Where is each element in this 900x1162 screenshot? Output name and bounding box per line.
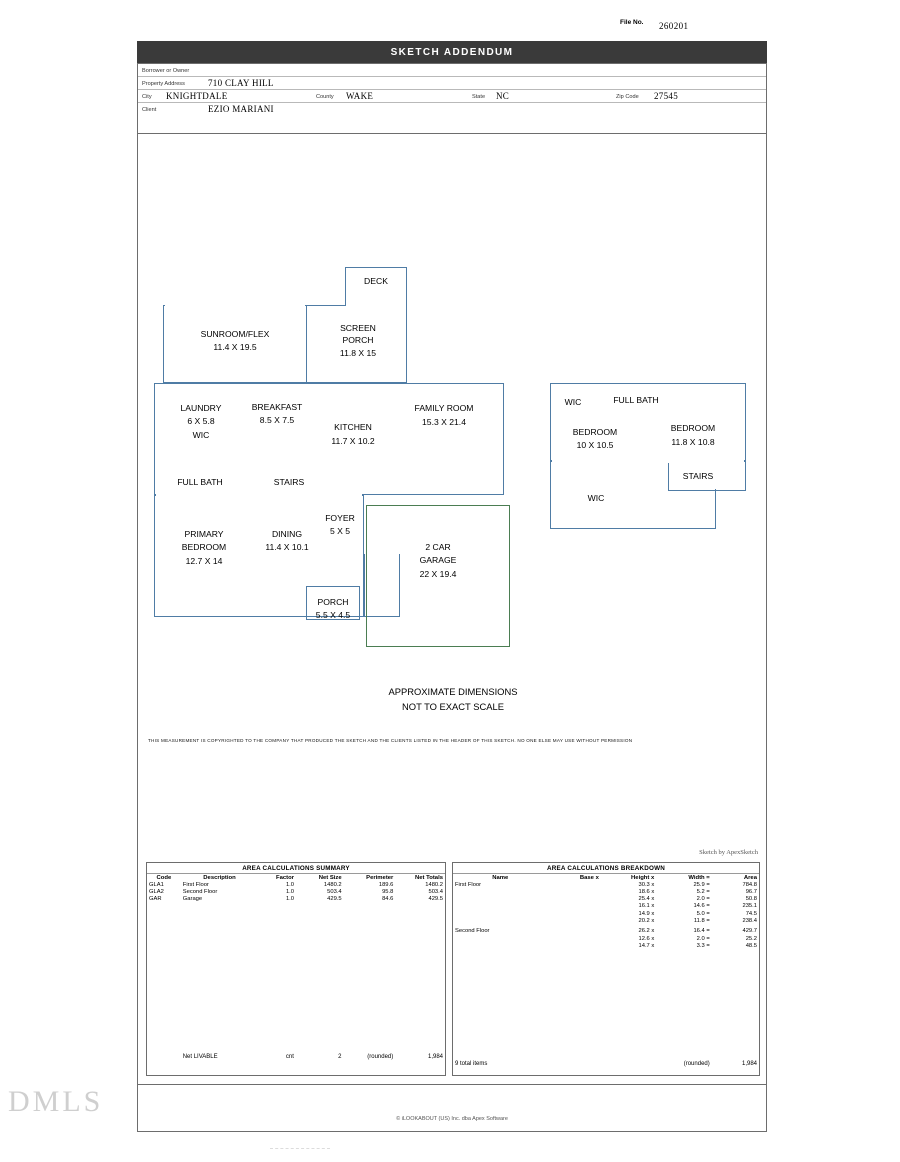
state-value: NC [496, 91, 510, 101]
label-wic-1: WIC [192, 430, 210, 440]
summary-col-perimeter: Perimeter [366, 874, 394, 881]
label-laundry-dims: 6 X 5.8 [187, 416, 215, 426]
breakdown-total-value: 1,984 [741, 1061, 757, 1068]
breakdown-cell-area: 74.5 [745, 910, 757, 917]
label-screen-porch-2: PORCH [342, 335, 374, 345]
client-label: Client [142, 106, 157, 113]
label-garage-2: GARAGE [419, 555, 457, 565]
summary-col-net-totals: Net Totals [414, 874, 443, 881]
approx-dimensions-line-2: NOT TO EXACT SCALE [402, 701, 504, 712]
breakdown-cell-base [547, 917, 600, 924]
joint-patch-2 [156, 494, 362, 497]
summary-col-code: Code [156, 874, 172, 881]
area-calculation-tables [146, 862, 760, 1076]
label-laundry: LAUNDRY [180, 403, 222, 413]
label-porch-dims: 5.5 X 4.5 [315, 610, 351, 620]
table-row [147, 888, 445, 895]
table-row [453, 924, 759, 935]
table-row [453, 881, 759, 888]
net-livable-label: Net LIVABLE [182, 1054, 218, 1061]
label-porch: PORCH [317, 597, 349, 607]
net-livable-total: 1,984 [427, 1054, 443, 1061]
breakdown-cell-width: 11.8 = [693, 917, 710, 924]
file-no-value: 260201 [659, 21, 689, 31]
borrower-label: Borrower or Owner [142, 67, 190, 74]
county-label: County [316, 93, 334, 100]
header-row-client [138, 103, 766, 116]
breakdown-cell-area: 25.2 [745, 935, 757, 942]
watermark: DMLS [8, 1085, 104, 1118]
summary-cell-net-size: 429.5 [327, 896, 342, 903]
header-fields [137, 63, 767, 133]
breakdown-cell-width: 2.0 = [696, 935, 710, 942]
page-title: SKETCH ADDENDUM [390, 46, 514, 58]
breakdown-footer-row [453, 1059, 759, 1068]
breakdown-cell-base [547, 942, 600, 949]
breakdown-cell-height: 12.6 x [638, 935, 655, 942]
divider-sunroom-screenporch [306, 306, 307, 383]
breakdown-col-width: Width = [688, 874, 710, 881]
summary-cell-net-size: 1480.2 [323, 881, 342, 888]
label-sunroom: SUNROOM/FLEX [200, 329, 270, 339]
table-row [453, 888, 759, 895]
summary-table-header-row [147, 874, 445, 881]
table-row [453, 917, 759, 924]
breakdown-cell-width: 5.2 = [696, 888, 710, 895]
zip-value: 27545 [654, 91, 678, 101]
breakdown-cell-width: 16.4 = [693, 928, 710, 935]
breakdown-cell-width: 3.3 = [696, 942, 710, 949]
label-foyer-dims: 5 X 5 [329, 526, 351, 536]
label-stairs-2: STAIRS [682, 471, 714, 481]
summary-col-description: Description [203, 874, 236, 881]
summary-cell-description: Second Floor [182, 888, 218, 895]
net-livable-rounded: (rounded) [367, 1054, 394, 1061]
breakdown-cell-area: 96.7 [745, 888, 757, 895]
summary-cell-net-size: 503.4 [327, 888, 342, 895]
breakdown-col-name: Name [492, 874, 509, 881]
label-wic-2: WIC [564, 397, 582, 407]
breakdown-cell-height: 26.2 x [638, 928, 655, 935]
table-row [147, 881, 445, 888]
summary-table-footer [147, 1052, 445, 1061]
breakdown-cell-width: 5.0 = [696, 910, 710, 917]
breakdown-cell-height: 20.2 x [638, 917, 655, 924]
summary-cell-perimeter: 95.8 [382, 888, 394, 895]
label-dining: DINING [271, 529, 303, 539]
breakdown-rounded-label: (rounded) [683, 1061, 710, 1068]
approx-dimensions-line-1: APPROXIMATE DIMENSIONS [388, 686, 518, 697]
label-full-bath-1: FULL BATH [177, 477, 223, 487]
breakdown-cell-height: 16.1 x [638, 903, 655, 910]
breakdown-cell-height: 30.3 x [638, 881, 655, 888]
breakdown-cell-area: 238.4 [742, 917, 757, 924]
summary-footer-row [147, 1052, 445, 1061]
file-no-label: File No. [620, 19, 644, 26]
breakdown-cell-height: 14.9 x [638, 910, 655, 917]
joint-patch-4 [165, 304, 305, 307]
breakdown-cell-area: 235.1 [742, 903, 757, 910]
state-label: State [472, 93, 486, 100]
breakdown-cell-base [547, 935, 600, 942]
header-row-borrower [138, 64, 766, 77]
summary-cell-description: Garage [182, 896, 203, 903]
label-primary-2: BEDROOM [181, 542, 227, 552]
breakdown-group-name: First Floor [455, 881, 482, 888]
area-calculations-breakdown-table [452, 862, 760, 1076]
breakdown-cell-base [547, 910, 600, 917]
breakdown-cell-area: 50.8 [745, 896, 757, 903]
summary-cell-code: GLA2 [149, 888, 164, 895]
breakdown-cell-width: 25.9 = [693, 881, 710, 888]
zip-label: Zip Code [616, 93, 639, 100]
apex-sketch-note: Sketch by ApexSketch [699, 849, 758, 856]
property-address-label: Property Address [142, 80, 185, 87]
label-screen-porch-dims: 11.8 X 15 [339, 348, 377, 358]
label-full-bath-2: FULL BATH [613, 395, 659, 405]
label-garage-dims: 22 X 19.4 [419, 569, 457, 579]
net-livable-count: 2 [338, 1054, 342, 1061]
label-family-room: FAMILY ROOM [414, 403, 474, 413]
label-kitchen-dims: 11.7 X 10.2 [331, 436, 375, 446]
breakdown-total-items: 9 total items [455, 1061, 488, 1068]
breakdown-cell-area: 784.8 [742, 881, 757, 888]
summary-col-net-size: Net Size [318, 874, 342, 881]
floor-plan [138, 134, 768, 1086]
city-label: City [142, 93, 152, 100]
county-value: WAKE [346, 91, 374, 101]
label-kitchen: KITCHEN [334, 422, 372, 432]
summary-cell-net-totals: 1480.2 [425, 881, 443, 888]
breakdown-col-height: Height x [631, 874, 655, 881]
page-bottom-marker [270, 1148, 330, 1149]
header-row-address [138, 77, 766, 90]
summary-cell-net-totals: 429.5 [428, 896, 443, 903]
joint-patch-5 [346, 304, 406, 307]
summary-cell-factor: 1.0 [285, 881, 294, 888]
label-deck: DECK [364, 276, 388, 286]
summary-cell-code: GLA1 [149, 881, 164, 888]
breakdown-cell-base [547, 888, 600, 895]
summary-cell-net-totals: 503.4 [428, 888, 443, 895]
breakdown-cell-area: 48.5 [745, 942, 757, 949]
breakdown-cell-base [547, 881, 600, 888]
table-row [453, 896, 759, 903]
label-wic-3: WIC [587, 493, 605, 503]
label-family-room-dims: 15.3 X 21.4 [422, 417, 466, 427]
breakdown-group-name: Second Floor [455, 928, 490, 935]
breakdown-table-footer [453, 1059, 759, 1068]
summary-cell-factor: 1.0 [285, 896, 294, 903]
measurement-copyright-note: THIS MEASUREMENT IS COPYRIGHTED TO THE COMPANY THAT PRODUCED THE SKETCH AND THE CLIENTS LISTED IN THE HEADER OF THIS SKETCH. NO ONE ELSE MAY USE WITHOUT PERMISSION [148, 738, 633, 743]
breakdown-table [453, 874, 759, 949]
label-primary-dims: 12.7 X 14 [185, 556, 223, 566]
label-dining-dims: 11.4 X 10.1 [265, 542, 309, 552]
label-bedroom-2-dims: 10 X 10.5 [576, 440, 614, 450]
breakdown-cell-base [547, 896, 600, 903]
table-row [453, 903, 759, 910]
breakdown-cell-width: 2.0 = [696, 896, 710, 903]
label-stairs-1: STAIRS [273, 477, 305, 487]
label-bedroom-3: BEDROOM [670, 423, 716, 433]
breakdown-table-header-row [453, 874, 759, 881]
sketch-addendum-sheet [137, 19, 767, 1132]
header-row-city [138, 90, 766, 103]
breakdown-cell-base [547, 924, 600, 935]
net-livable-unit: cnt [285, 1054, 294, 1061]
property-address-value: 710 CLAY HILL [208, 78, 274, 88]
breakdown-cell-height: 14.7 x [638, 942, 655, 949]
breakdown-cell-height: 25.4 x [638, 896, 655, 903]
summary-cell-perimeter: 189.6 [378, 881, 394, 888]
joint-patch-1 [156, 384, 502, 386]
table-row [453, 910, 759, 917]
label-breakfast-dims: 8.5 X 7.5 [259, 415, 295, 425]
table-row [453, 935, 759, 942]
table-row [147, 896, 445, 903]
breakdown-cell-width: 14.6 = [693, 903, 710, 910]
breakdown-col-base: Base x [579, 874, 599, 881]
summary-cell-code: GAR [149, 896, 162, 903]
breakdown-cell-base [547, 903, 600, 910]
breakdown-table-title: AREA CALCULATIONS BREAKDOWN [453, 863, 759, 874]
label-breakfast: BREAKFAST [251, 402, 303, 412]
summary-cell-factor: 1.0 [285, 888, 294, 895]
footer-copyright: © iLOOKABOUT (US) Inc. dba Apex Software [396, 1116, 508, 1122]
summary-table [147, 874, 445, 903]
summary-cell-description: First Floor [182, 881, 209, 888]
joint-patch-7 [670, 460, 744, 463]
label-screen-porch-1: SCREEN [340, 323, 376, 333]
document-title-bar [137, 41, 767, 63]
client-value: EZIO MARIANI [208, 104, 274, 114]
label-bedroom-2: BEDROOM [572, 427, 618, 437]
breakdown-cell-area: 429.7 [742, 928, 757, 935]
summary-col-factor: Factor [275, 874, 294, 881]
table-row [453, 942, 759, 949]
area-calculations-summary-table [146, 862, 446, 1076]
label-garage-1: 2 CAR [425, 542, 451, 552]
label-foyer: FOYER [325, 513, 355, 523]
label-sunroom-dims: 11.4 X 19.5 [213, 342, 257, 352]
breakdown-cell-height: 18.6 x [638, 888, 655, 895]
sketch-area [137, 133, 767, 1085]
footer-frame [137, 1085, 767, 1132]
label-bedroom-3-dims: 11.8 X 10.8 [671, 437, 715, 447]
city-value: KNIGHTDALE [166, 91, 228, 101]
label-primary-1: PRIMARY [184, 529, 224, 539]
summary-table-title: AREA CALCULATIONS SUMMARY [147, 863, 445, 874]
breakdown-col-area: Area [743, 874, 757, 881]
summary-cell-perimeter: 84.6 [382, 896, 394, 903]
